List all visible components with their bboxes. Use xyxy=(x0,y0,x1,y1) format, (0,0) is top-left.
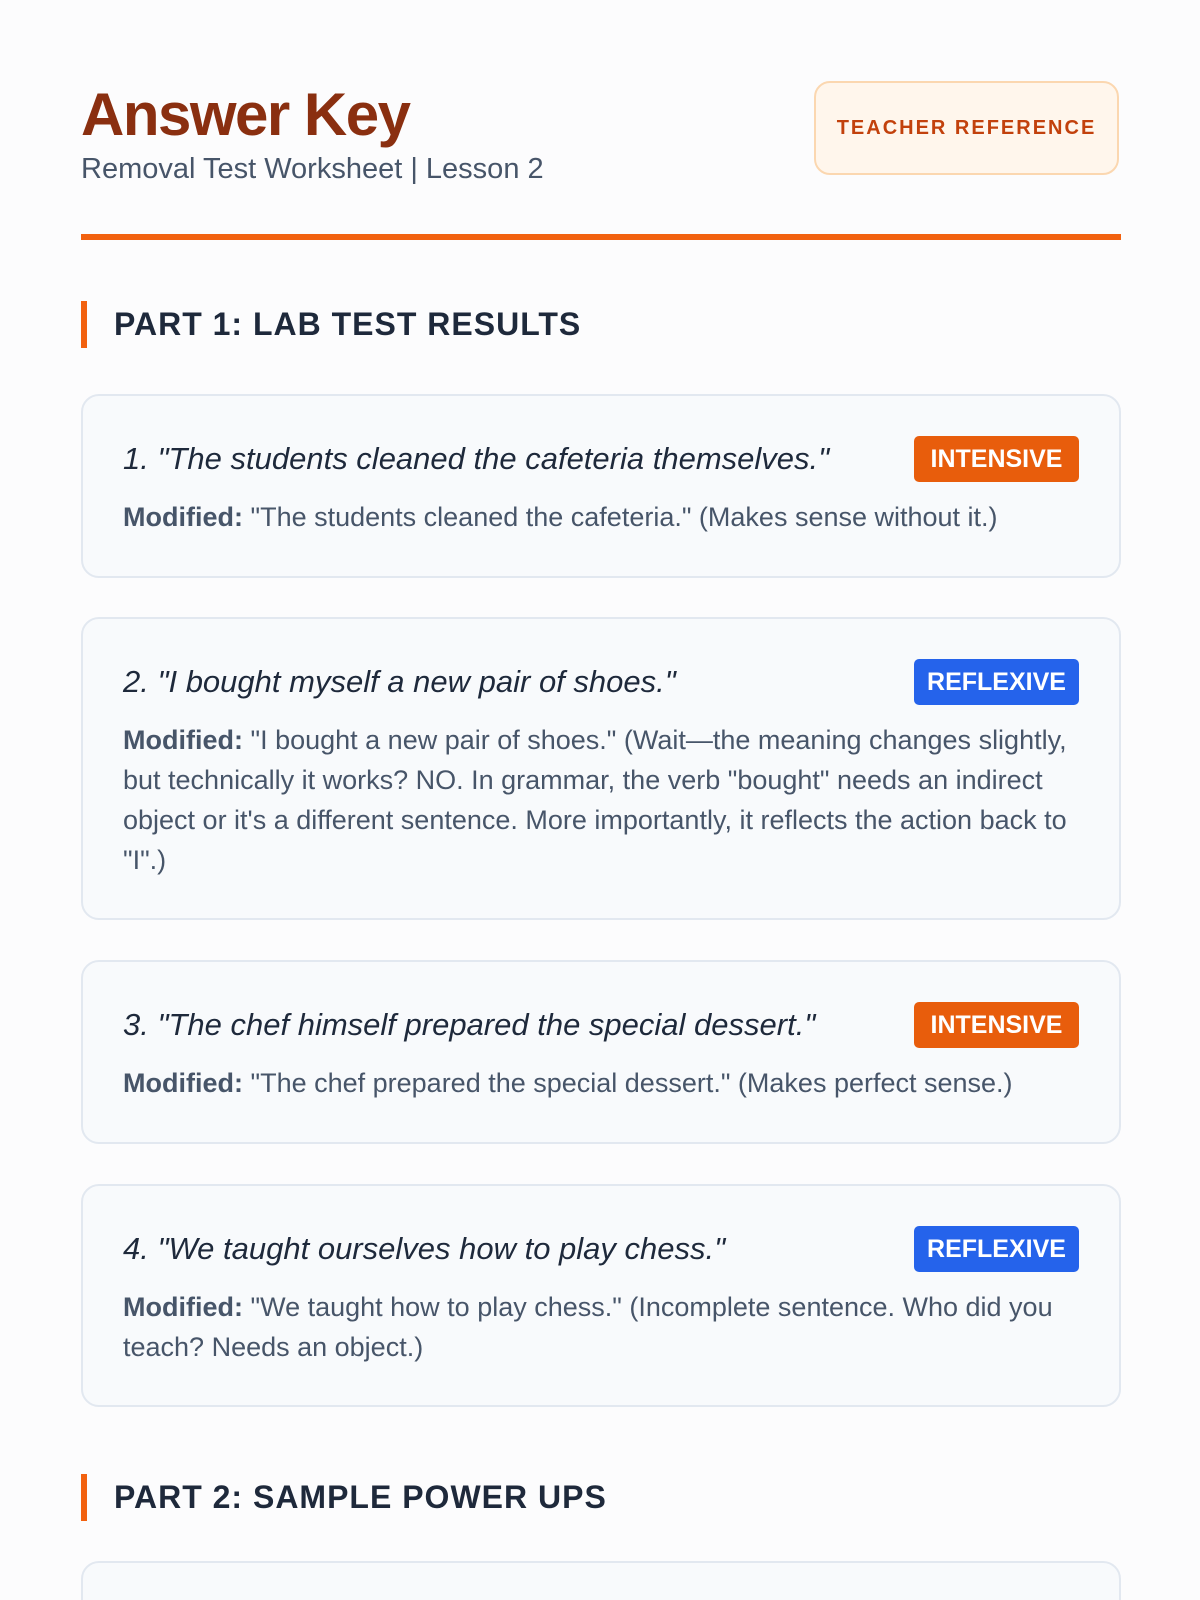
reflexive-tag: REFLEXIVE xyxy=(914,1226,1079,1272)
modified-explanation xyxy=(123,1287,1079,1367)
card-header xyxy=(123,1226,1079,1272)
page-subtitle: Removal Test Worksheet | Lesson 2 xyxy=(81,153,544,185)
example-sentence: 1. "The students cleaned the cafeteria themselves." xyxy=(123,441,830,476)
page-header xyxy=(81,0,1121,242)
answer-card-2 xyxy=(81,617,1121,920)
intensive-tag: INTENSIVE xyxy=(914,1002,1079,1048)
answer-card-1 xyxy=(81,394,1121,578)
section-accent-bar xyxy=(81,301,87,348)
modified-explanation xyxy=(123,497,1079,537)
modified-explanation xyxy=(123,720,1079,880)
intensive-tag: INTENSIVE xyxy=(914,436,1079,482)
teacher-reference-badge: TEACHER REFERENCE xyxy=(814,81,1119,175)
card-header xyxy=(123,1002,1079,1048)
card-header xyxy=(123,436,1079,482)
modified-text: "The chef prepared the special dessert." (Makes perfect sense.) xyxy=(242,1068,1013,1098)
modified-text: "The students cleaned the cafeteria." (Makes sense without it.) xyxy=(242,502,998,532)
header-divider xyxy=(81,234,1121,240)
modified-text: "I bought a new pair of shoes." (Wait—the meaning changes slightly, but technically it works? NO. In grammar, the verb "bought" needs an indirect object or it's a different sentence. More importantly, it reflects the action back to "I".) xyxy=(123,725,1067,875)
section-heading-text: PART 1: LAB TEST RESULTS xyxy=(114,306,582,342)
page-title: Answer Key xyxy=(81,81,410,148)
example-sentence: 4. "We taught ourselves how to play chess." xyxy=(123,1231,726,1266)
section-accent-bar xyxy=(81,1474,87,1521)
document-content xyxy=(81,0,1121,1515)
modified-label: Modified: xyxy=(123,725,243,755)
answer-card-4 xyxy=(81,1184,1121,1407)
modified-label: Modified: xyxy=(123,1068,243,1098)
modified-label: Modified: xyxy=(123,502,243,532)
card-header xyxy=(123,659,1079,705)
modified-label: Modified: xyxy=(123,1292,243,1322)
example-sentence: 2. "I bought myself a new pair of shoes." xyxy=(123,664,676,699)
modified-explanation xyxy=(123,1063,1079,1103)
answer-card-3 xyxy=(81,960,1121,1144)
modified-text: "We taught how to play chess." (Incomplete sentence. Who did you teach? Needs an object.) xyxy=(123,1292,1053,1362)
reflexive-tag: REFLEXIVE xyxy=(914,659,1079,705)
example-sentence: 3. "The chef himself prepared the special dessert." xyxy=(123,1007,816,1042)
section-heading-text: PART 2: SAMPLE POWER UPS xyxy=(114,1479,607,1515)
section-heading-part1 xyxy=(81,301,581,348)
power-up-card xyxy=(81,1561,1121,1600)
section-heading-part2 xyxy=(81,1474,607,1521)
